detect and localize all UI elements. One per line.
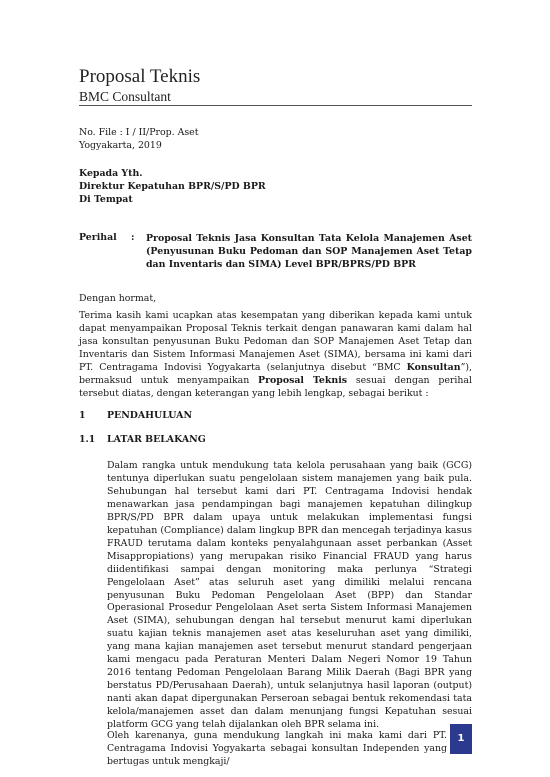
page-number-badge: 1	[450, 724, 472, 754]
document-subtitle: BMC Consultant	[79, 89, 171, 104]
perihal-text: Proposal Teknis Jasa Konsultan Tata Kelola Manajemen Aset (Penyusunan Buku Pedoman dan SOP Manajemen Aset Tetap dan Inventaris dan SIMA) Level BPR/BPRS/PD BPR	[146, 233, 472, 270]
section-1-1-number: 1.1	[79, 434, 96, 445]
intro-text-2: ”), bermaksud untuk menyampaikan	[79, 362, 472, 386]
section-1-1-title: LATAR BELAKANG	[107, 434, 206, 445]
greeting: Dengan hormat,	[79, 293, 157, 304]
body-paragraph-2: Oleh karenanya, guna mendukung langkah ini maka kami dari PT. Centragama Indovisi Yogyakarta sebagai konsultan Independen yang bertugas untuk mengkaji/	[107, 730, 447, 767]
recipient-line-1: Kepada Yth.	[79, 168, 143, 179]
intro-text-1: Terima kasih kami ucapkan atas kesempatan yang diberikan kepada kami untuk dapat menyampaikan Proposal Teknis terkait dengan panawaran kami dalam hal jasa konsultan penyusunan Buku Pedoman dan SOP Manajemen Aset Tetap dan Inventaris dan Sistem Informasi Manajemen Aset (SIMA), bersama ini kami dari PT. Centragama Indovisi Yogyakarta (selanjutnya disebut “BMC	[79, 310, 472, 373]
recipient-line-2: Direktur Kepatuhan BPR/S/PD BPR	[79, 181, 266, 192]
recipient-line-3: Di Tempat	[79, 194, 133, 205]
place-date: Yogyakarta, 2019	[79, 140, 162, 151]
intro-text-3: sesuai dengan perihal tersebut diatas, dengan keterangan yang lebih lengkap, sebagai berikut :	[79, 375, 472, 399]
intro-paragraph	[79, 309, 472, 400]
file-number: No. File : I / II/Prop. Aset	[79, 127, 199, 138]
body-paragraph-1: Dalam rangka untuk mendukung tata kelola perusahaan yang baik (GCG) tentunya diperlukan suatu pengelolaan sistem manajemen yang baik pula. Sehubungan hal tersebut kami dari PT. Centragama Indovisi hendak menawarkan jasa pendampingan bagi manajemen kepatuhan dilingkup BPR/S/PD BPR dalam upaya untuk melakukan implementasi fungsi kepatuhan (Compliance) dalam lingkup BPR dan mencegah terjadinya kasus FRAUD terutama dalam konteks penyalahgunaan asset perbankan (Asset Misappropiations) yang merupakan risiko Financial FRAUD yang harus diidentifikasi sampai dengan monitoring maka perlunya “Strategi Pengelolaan Aset” atas seluruh aset yang dimiliki melalui rencana penyusunan Buku Pedoman Pengelolaan Aset (BPP) dan Standar Operasional Prosedur Pengelolaan Aset serta Sistem Informasi Manajemen Aset (SIMA), sehubungan dengan hal tersebut menurut kami diperlukan suatu kajian teknis manajemen aset atas keseluruhan aset yang dimiliki, yang mana kajian manajemen aset tersebut menurut standard pengerjaan kami mengacu pada Peraturan Menteri Dalam Negeri Nomor 19 Tahun 2016 tentang Pedoman Pengelolaan Barang Milik Daerah (Bagi BPR yang berstatus PD/Perusahaan Daerah), untuk selanjutnya hasil laporan (output) nanti akan dapat dipergunakan Perseroan sebagai bentuk rekomendasi tata kelola/manajemen asset dan dalam menunjang fungsi Kepatuhan sesuai platform GCG yang telah dijalankan oleh BPR selama ini.	[107, 460, 472, 731]
section-1-number: 1	[79, 410, 86, 421]
perihal-colon: :	[131, 232, 135, 243]
section-1-title: PENDAHULUAN	[107, 410, 193, 421]
perihal-label: Perihal	[79, 232, 117, 243]
header-rule	[79, 105, 472, 106]
intro-bold-konsultan: Konsultan	[406, 362, 461, 373]
intro-bold-proposal: Proposal Teknis	[258, 375, 348, 386]
document-title: Proposal Teknis	[79, 66, 201, 87]
